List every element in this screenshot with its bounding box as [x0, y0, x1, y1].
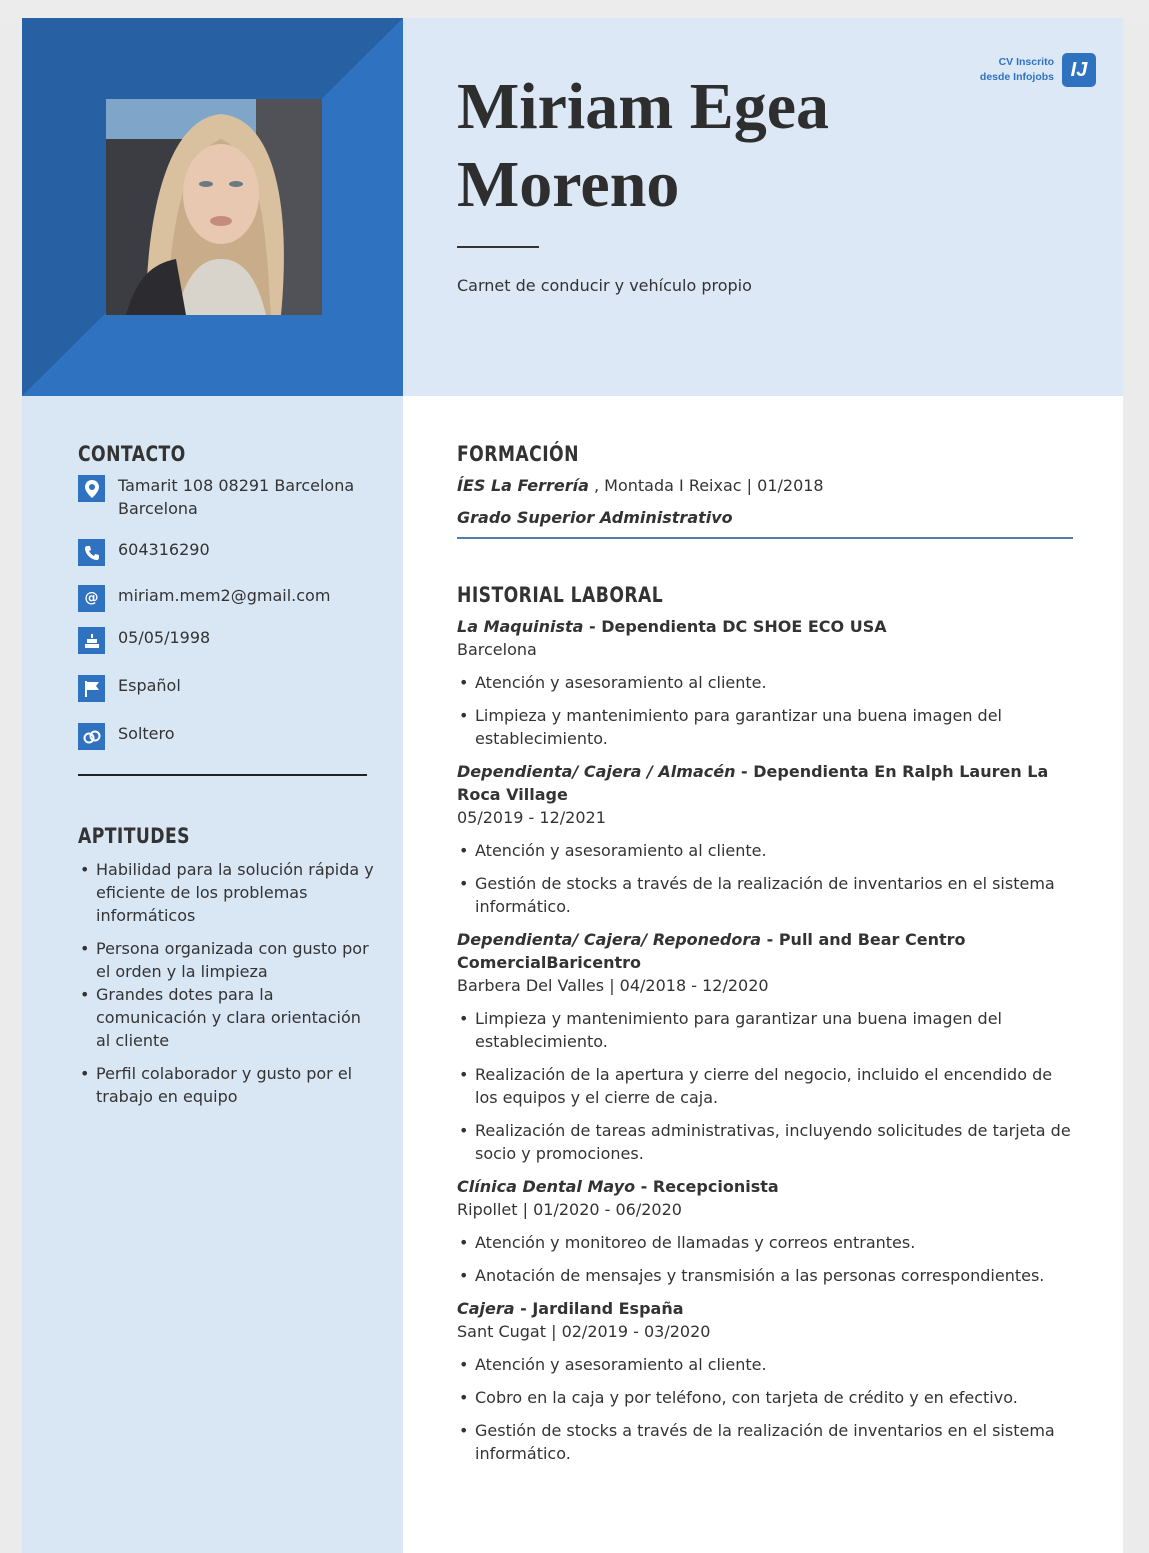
main-column	[457, 442, 1073, 1475]
job-title	[457, 760, 1073, 806]
job-role: - Jardiland España	[514, 1299, 684, 1318]
address-line-1: Tamarit 108 08291 Barcelona	[118, 476, 355, 495]
contact-section	[78, 442, 378, 776]
job-bullet: • Gestión de stocks a través de la realización de inventarios en el sistema informático.	[457, 1419, 1073, 1465]
education-entry	[457, 474, 1073, 497]
job-bullet: • Realización de tareas administrativas, incluyendo solicitudes de tarjeta de socio y promociones.	[457, 1119, 1073, 1165]
at-sign-icon: @	[78, 585, 105, 612]
job-title	[457, 1297, 1073, 1320]
job-bullets	[457, 1353, 1073, 1465]
cv-page	[22, 18, 1123, 1553]
job-entry	[457, 760, 1073, 918]
name-line-2: Moreno	[457, 148, 680, 221]
job-meta: Barcelona	[457, 640, 537, 659]
candidate-name	[457, 68, 829, 224]
address-text	[118, 474, 354, 520]
job-entry	[457, 615, 1073, 750]
sidebar-divider	[78, 774, 367, 776]
job-entry	[457, 1297, 1073, 1465]
name-underline	[457, 246, 539, 248]
job-bullet: • Cobro en la caja y por teléfono, con tarjeta de crédito y en efectivo.	[457, 1386, 1073, 1409]
aptitude-item: • Habilidad para la solución rápida y eficiente de los problemas informáticos	[78, 858, 378, 927]
historial-title: HISTORIAL LABORAL	[457, 583, 664, 607]
language-text: Español	[118, 676, 181, 695]
badge-line-1: CV Inscrito	[998, 56, 1054, 68]
job-bullets	[457, 839, 1073, 918]
job-bullet: • Realización de la apertura y cierre del negocio, incluido el encendido de los equipos y el cierre de caja.	[457, 1063, 1073, 1109]
job-meta: Sant Cugat | 02/2019 - 03/2020	[457, 1322, 711, 1341]
job-bullet: • Gestión de stocks a través de la realización de inventarios en el sistema informático.	[457, 872, 1073, 918]
address-line-2: Barcelona	[118, 499, 198, 518]
contact-title: CONTACTO	[78, 442, 186, 466]
job-entry	[457, 1175, 1073, 1287]
flag-icon	[78, 675, 105, 702]
aptitude-item: • Perfil colaborador y gusto por el trabajo en equipo	[78, 1062, 378, 1108]
formacion-title: FORMACIÓN	[457, 442, 579, 466]
job-bullet: • Atención y monitoreo de llamadas y correos entrantes.	[457, 1231, 1073, 1254]
phone-icon	[78, 539, 105, 566]
job-bullets	[457, 1007, 1073, 1165]
contact-email	[78, 584, 378, 612]
job-entry	[457, 928, 1073, 1165]
contact-address	[78, 474, 378, 520]
name-line-1: Miriam Egea	[457, 70, 830, 143]
contact-list	[78, 474, 378, 750]
job-bullets	[457, 1231, 1073, 1287]
education-details: , Montada I Reixac | 01/2018	[588, 476, 824, 495]
badge-line-2: desde Infojobs	[979, 71, 1054, 83]
phone-text[interactable]: 604316290	[118, 540, 210, 559]
aptitude-item: • Persona organizada con gusto por el orden y la limpieza	[78, 937, 378, 983]
email-text[interactable]: miriam.mem2@gmail.com	[118, 586, 331, 605]
job-role: - Dependienta DC SHOE ECO USA	[583, 617, 887, 636]
aptitudes-title: APTITUDES	[78, 824, 190, 848]
job-bullet: • Atención y asesoramiento al cliente.	[457, 839, 1073, 862]
job-meta: Ripollet | 01/2020 - 06/2020	[457, 1200, 682, 1219]
job-meta: Barbera Del Valles | 04/2018 - 12/2020	[457, 976, 769, 995]
contact-language	[78, 674, 378, 702]
job-company: Clínica Dental Mayo	[457, 1177, 636, 1196]
contact-birthdate	[78, 626, 378, 654]
badge-text	[980, 55, 1054, 85]
job-meta: 05/2019 - 12/2021	[457, 808, 606, 827]
job-title	[457, 928, 1073, 974]
job-company: Dependienta/ Cajera/ Reponedora	[457, 930, 762, 949]
infojobs-logo-icon: IJ	[1062, 53, 1096, 87]
education-school: ÍES La Ferrería	[457, 476, 589, 495]
browser-top-strip	[0, 0, 1149, 18]
location-pin-icon	[78, 475, 105, 502]
job-bullet: • Atención y asesoramiento al cliente.	[457, 671, 1073, 694]
infojobs-badge[interactable]	[980, 53, 1096, 87]
birthdate-text: 05/05/1998	[118, 628, 211, 647]
birthday-cake-icon	[78, 627, 105, 654]
marital-status-text: Soltero	[118, 724, 175, 743]
header-photo-panel	[22, 18, 403, 396]
job-role: - Pull and Bear Centro ComercialBaricentro	[457, 930, 966, 972]
job-title	[457, 615, 1073, 638]
aptitudes-section	[78, 824, 378, 1108]
rings-icon	[78, 723, 105, 750]
contact-phone	[78, 538, 378, 566]
job-company: Cajera	[457, 1299, 515, 1318]
tagline: Carnet de conducir y vehículo propio	[457, 276, 752, 295]
job-role: - Dependienta En Ralph Lauren La Roca Village	[457, 762, 1049, 804]
education-degree: Grado Superior Administrativo	[457, 508, 733, 527]
job-bullets	[457, 671, 1073, 750]
job-title	[457, 1175, 1073, 1198]
job-bullet: • Atención y asesoramiento al cliente.	[457, 1353, 1073, 1376]
job-company: La Maquinista	[457, 617, 584, 636]
job-role: - Recepcionista	[635, 1177, 779, 1196]
job-company: Dependienta/ Cajera / Almacén	[457, 762, 736, 781]
formacion-divider	[457, 537, 1073, 539]
aptitude-item: • Grandes dotes para la comunicación y clara orientación al cliente	[78, 983, 378, 1052]
job-bullet: • Limpieza y mantenimiento para garantizar una buena imagen del establecimiento.	[457, 704, 1073, 750]
contact-marital-status	[78, 722, 378, 750]
job-bullet: • Limpieza y mantenimiento para garantizar una buena imagen del establecimiento.	[457, 1007, 1073, 1053]
aptitudes-list	[78, 858, 378, 1108]
job-bullet: • Anotación de mensajes y transmisión a las personas correspondientes.	[457, 1264, 1073, 1287]
profile-photo	[106, 99, 322, 315]
